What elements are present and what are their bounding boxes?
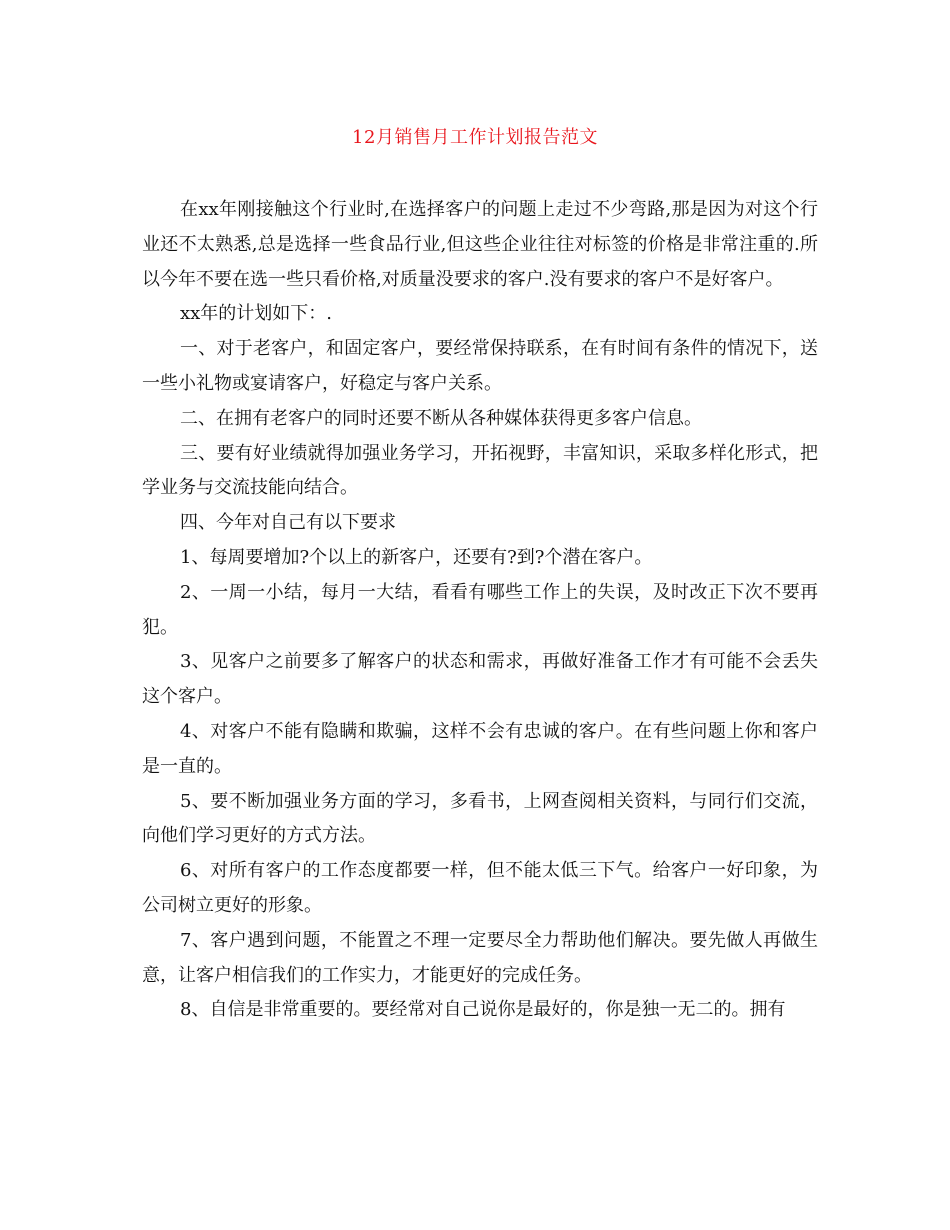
paragraph-requirement-4: 4、对客户不能有隐瞒和欺骗，这样不会有忠诚的客户。在有些问题上你和客户是一直的。: [142, 720, 818, 777]
paragraph-intro: 在xx年刚接触这个行业时,在选择客户的问题上走过不少弯路,那是因为对这个行业还不太熟悉,总是选择一些食品行业,但这些企业往往对标签的价格是非常注重的.所以今年不要在选一些只看价格,对质量没要求的客户.没有要求的客户不是好客户。: [142, 199, 818, 290]
paragraph-requirement-2: 2、一周一小结，每月一大结，看看有哪些工作上的失误，及时改正下次不要再犯。: [142, 581, 818, 638]
paragraph-requirement-3: 3、见客户之前要多了解客户的状态和需求，再做好准备工作才有可能不会丢失这个客户。: [142, 651, 818, 708]
document-title: 12月销售月工作计划报告范文: [352, 127, 598, 148]
paragraph-item-4: 四、今年对自己有以下要求: [180, 512, 396, 534]
paragraph-requirement-5: 5、要不断加强业务方面的学习，多看书，上网查阅相关资料，与同行们交流，向他们学习更好的方式方法。: [142, 790, 818, 847]
paragraph-requirement-1: 1、每周要增加?个以上的新客户，还要有?到?个潜在客户。: [180, 546, 653, 568]
paragraph-requirement-8: 8、自信是非常重要的。要经常对自己说你是最好的，你是独一无二的。拥有: [180, 999, 786, 1021]
paragraph-item-1: 一、对于老客户，和固定客户，要经常保持联系，在有时间有条件的情况下，送一些小礼物或宴请客户，好稳定与客户关系。: [142, 338, 818, 394]
paragraph-item-2: 二、在拥有老客户的同时还要不断从各种媒体获得更多客户信息。: [180, 407, 702, 429]
paragraph-item-3: 三、要有好业绩就得加强业务学习，开拓视野，丰富知识，采取多样化形式，把学业务与交流技能向结合。: [142, 442, 818, 499]
document-body: [142, 193, 818, 1028]
paragraph-requirement-6: 6、对所有客户的工作态度都要一样，但不能太低三下气。给客户一好印象，为公司树立更好的形象。: [142, 860, 818, 916]
paragraph-requirement-7: 7、客户遇到问题，不能置之不理一定要尽全力帮助他们解决。要先做人再做生意，让客户相信我们的工作实力，才能更好的完成任务。: [142, 929, 818, 986]
paragraph-plan-heading: xx年的计划如下：.: [180, 303, 333, 325]
